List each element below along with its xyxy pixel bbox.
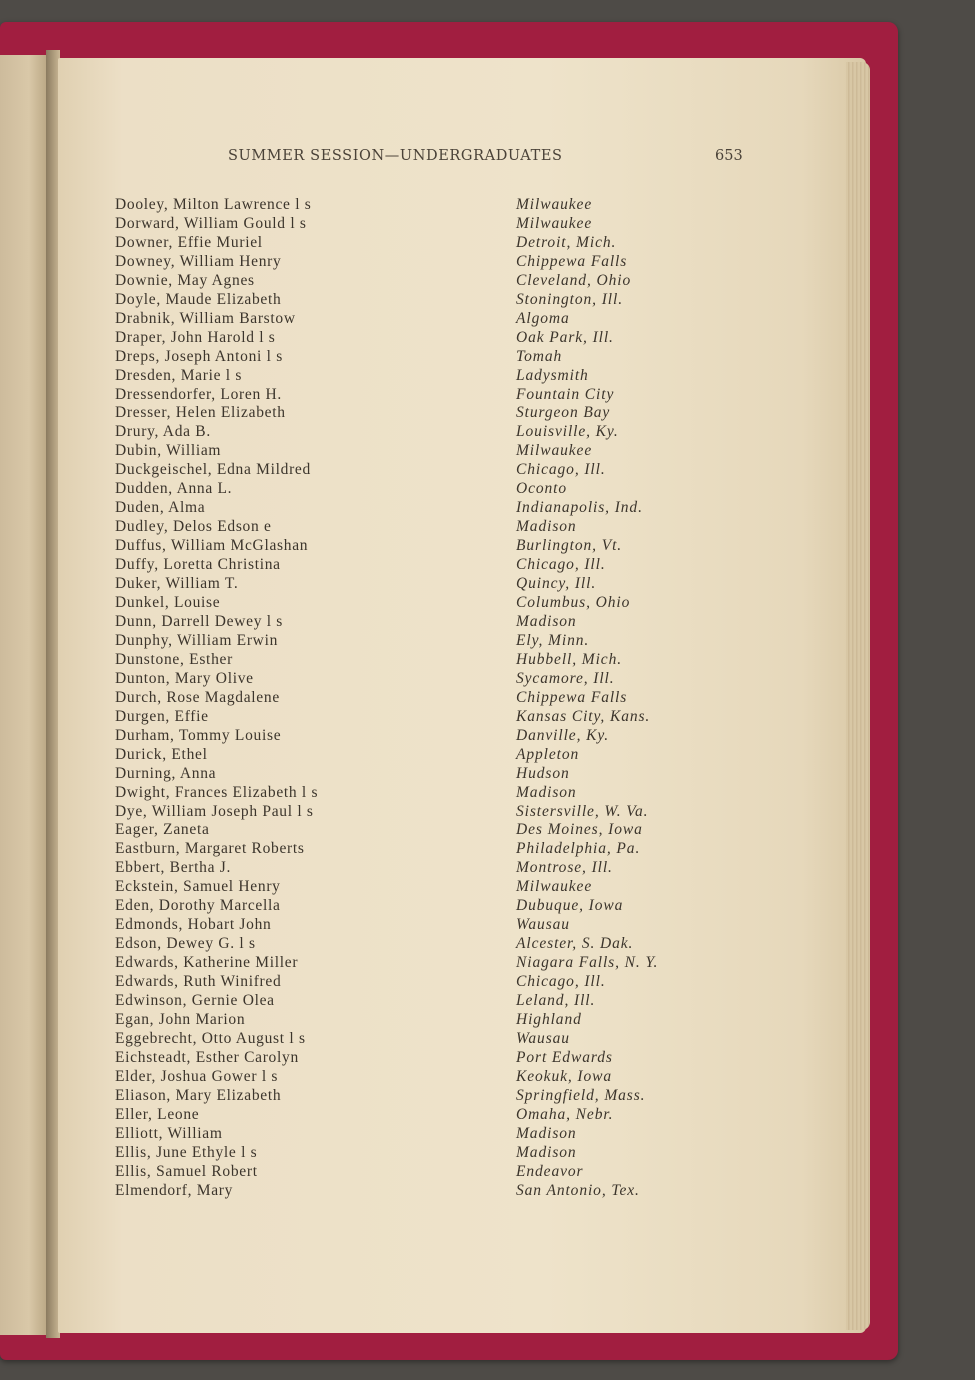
list-item <box>0 480 975 499</box>
list-item <box>0 973 975 992</box>
student-name: Dunn, Darrell Dewey l s <box>115 612 284 630</box>
student-hometown: Springfield, Mass. <box>516 1086 646 1104</box>
list-item <box>0 386 975 405</box>
student-name: Elliott, William <box>115 1124 223 1142</box>
list-item <box>0 878 975 897</box>
student-name: Dunkel, Louise <box>115 594 221 612</box>
list-item <box>0 310 975 329</box>
student-name: Downer, Effie Muriel <box>115 233 263 251</box>
student-name: Edson, Dewey G. l s <box>115 935 256 953</box>
list-item <box>0 746 975 765</box>
student-name: Eastburn, Margaret Roberts <box>115 840 305 858</box>
student-hometown: Chippewa Falls <box>516 688 628 706</box>
student-name: Ebbert, Bertha J. <box>115 859 232 877</box>
student-hometown: Danville, Ky. <box>516 726 610 744</box>
student-list <box>0 196 975 1201</box>
student-hometown: Fountain City <box>516 385 615 403</box>
list-item <box>0 651 975 670</box>
list-item <box>0 348 975 367</box>
student-name: Edwards, Katherine Miller <box>115 954 299 972</box>
student-hometown: Hubbell, Mich. <box>516 650 623 668</box>
student-name: Eckstein, Samuel Henry <box>115 878 281 896</box>
student-name: Eggebrecht, Otto August l s <box>115 1029 306 1047</box>
student-hometown: Ladysmith <box>516 366 589 384</box>
list-item <box>0 423 975 442</box>
student-hometown: Leland, Ill. <box>516 992 596 1010</box>
student-hometown: Madison <box>516 1143 577 1161</box>
list-item <box>0 1144 975 1163</box>
student-name: Dooley, Milton Lawrence l s <box>115 196 312 213</box>
student-hometown: Wausau <box>516 1029 570 1047</box>
student-name: Drury, Ada B. <box>115 423 211 441</box>
student-name: Dudden, Anna L. <box>115 480 233 498</box>
student-hometown: Madison <box>516 1124 577 1142</box>
student-hometown: Sturgeon Bay <box>516 404 611 422</box>
list-item <box>0 708 975 727</box>
student-name: Eager, Zaneta <box>115 821 210 839</box>
student-name: Dye, William Joseph Paul l s <box>115 802 314 820</box>
student-name: Draper, John Harold l s <box>115 328 276 346</box>
student-name: Doyle, Maude Elizabeth <box>115 290 282 308</box>
student-hometown: Stonington, Ill. <box>516 290 623 308</box>
student-name: Dudley, Delos Edson e <box>115 518 272 536</box>
student-hometown: Endeavor <box>516 1162 584 1180</box>
student-name: Edmonds, Hobart John <box>115 916 272 934</box>
student-hometown: Columbus, Ohio <box>516 594 631 612</box>
student-hometown: Alcester, S. Dak. <box>516 935 634 953</box>
student-hometown: Port Edwards <box>516 1048 613 1066</box>
page-title: SUMMER SESSION—UNDERGRADUATES <box>228 148 563 164</box>
student-name: Ellis, June Ethyle l s <box>115 1143 258 1161</box>
list-item <box>0 461 975 480</box>
student-name: Drabnik, William Barstow <box>115 309 296 327</box>
student-hometown: Ely, Minn. <box>516 631 590 649</box>
student-hometown: Chicago, Ill. <box>516 973 606 991</box>
student-name: Duden, Alma <box>115 499 206 517</box>
student-hometown: Madison <box>516 518 577 536</box>
student-name: Elder, Joshua Gower l s <box>115 1067 279 1085</box>
list-item <box>0 935 975 954</box>
student-name: Durgen, Effie <box>115 707 209 725</box>
student-name: Egan, John Marion <box>115 1010 246 1028</box>
list-item <box>0 1125 975 1144</box>
student-name: Duffy, Loretta Christina <box>115 556 281 574</box>
list-item <box>0 954 975 973</box>
student-hometown: Omaha, Nebr. <box>516 1105 614 1123</box>
student-name: Duckgeischel, Edna Mildred <box>115 461 311 479</box>
student-hometown: Sistersville, W. Va. <box>516 802 649 820</box>
list-item <box>0 916 975 935</box>
list-item <box>0 575 975 594</box>
student-hometown: Dubuque, Iowa <box>516 897 624 915</box>
list-item <box>0 727 975 746</box>
student-name: Downey, William Henry <box>115 252 282 270</box>
student-hometown: Montrose, Ill. <box>516 859 613 877</box>
student-name: Dwight, Frances Elizabeth l s <box>115 783 319 801</box>
student-hometown: Milwaukee <box>516 196 593 213</box>
student-hometown: Indianapolis, Ind. <box>516 499 643 517</box>
list-item <box>0 1030 975 1049</box>
student-hometown: San Antonio, Tex. <box>516 1181 640 1199</box>
student-hometown: Algoma <box>516 309 570 327</box>
list-item <box>0 442 975 461</box>
student-name: Elmendorf, Mary <box>115 1181 234 1199</box>
student-name: Eller, Leone <box>115 1105 200 1123</box>
student-hometown: Louisville, Ky. <box>516 423 619 441</box>
student-hometown: Hudson <box>516 764 570 782</box>
student-name: Dresden, Marie l s <box>115 366 243 384</box>
student-hometown: Madison <box>516 612 577 630</box>
student-name: Duker, William T. <box>115 575 239 593</box>
list-item <box>0 594 975 613</box>
student-name: Dunstone, Esther <box>115 650 233 668</box>
student-hometown: Detroit, Mich. <box>516 233 617 251</box>
student-hometown: Milwaukee <box>516 214 593 232</box>
list-item <box>0 518 975 537</box>
list-item <box>0 499 975 518</box>
list-item <box>0 556 975 575</box>
list-item <box>0 329 975 348</box>
student-name: Durick, Ethel <box>115 745 208 763</box>
student-name: Dressendorfer, Loren H. <box>115 385 282 403</box>
list-item <box>0 897 975 916</box>
student-hometown: Niagara Falls, N. Y. <box>516 954 659 972</box>
page-number: 653 <box>715 148 743 164</box>
list-item <box>0 784 975 803</box>
student-hometown: Appleton <box>516 745 580 763</box>
student-name: Eichsteadt, Esther Carolyn <box>115 1048 299 1066</box>
student-name: Durham, Tommy Louise <box>115 726 282 744</box>
student-name: Durch, Rose Magdalene <box>115 688 280 706</box>
student-hometown: Philadelphia, Pa. <box>516 840 641 858</box>
student-hometown: Milwaukee <box>516 878 593 896</box>
list-item <box>0 537 975 556</box>
list-item <box>0 1011 975 1030</box>
student-name: Dubin, William <box>115 442 222 460</box>
list-item <box>0 196 975 215</box>
student-hometown: Oconto <box>516 480 568 498</box>
list-item <box>0 689 975 708</box>
student-name: Dreps, Joseph Antoni l s <box>115 347 283 365</box>
list-item <box>0 670 975 689</box>
student-hometown: Tomah <box>516 347 563 365</box>
list-item <box>0 367 975 386</box>
student-hometown: Des Moines, Iowa <box>516 821 643 839</box>
student-name: Ellis, Samuel Robert <box>115 1162 258 1180</box>
student-name: Eliason, Mary Elizabeth <box>115 1086 282 1104</box>
student-name: Edwards, Ruth Winifred <box>115 973 282 991</box>
student-name: Dorward, William Gould l s <box>115 214 307 232</box>
list-item <box>0 613 975 632</box>
list-item <box>0 272 975 291</box>
student-name: Downie, May Agnes <box>115 271 255 289</box>
list-item <box>0 1163 975 1182</box>
list-item <box>0 234 975 253</box>
student-name: Duffus, William McGlashan <box>115 537 309 555</box>
list-item <box>0 215 975 234</box>
student-hometown: Cleveland, Ohio <box>516 271 632 289</box>
list-item <box>0 1182 975 1201</box>
list-item <box>0 992 975 1011</box>
student-name: Durning, Anna <box>115 764 217 782</box>
list-item <box>0 632 975 651</box>
student-hometown: Chippewa Falls <box>516 252 628 270</box>
student-hometown: Kansas City, Kans. <box>516 707 651 725</box>
list-item <box>0 1106 975 1125</box>
list-item <box>0 1049 975 1068</box>
student-hometown: Milwaukee <box>516 442 593 460</box>
student-name: Dunphy, William Erwin <box>115 631 279 649</box>
list-item <box>0 765 975 784</box>
list-item <box>0 253 975 272</box>
student-hometown: Wausau <box>516 916 570 934</box>
student-hometown: Keokuk, Iowa <box>516 1067 613 1085</box>
list-item <box>0 1087 975 1106</box>
student-name: Edwinson, Gernie Olea <box>115 992 275 1010</box>
student-hometown: Sycamore, Ill. <box>516 669 615 687</box>
student-hometown: Burlington, Vt. <box>516 537 623 555</box>
student-hometown: Quincy, Ill. <box>516 575 597 593</box>
student-hometown: Chicago, Ill. <box>516 556 606 574</box>
student-hometown: Oak Park, Ill. <box>516 328 614 346</box>
list-item <box>0 859 975 878</box>
list-item <box>0 291 975 310</box>
student-name: Dunton, Mary Olive <box>115 669 254 687</box>
student-name: Eden, Dorothy Marcella <box>115 897 281 915</box>
list-item <box>0 840 975 859</box>
student-hometown: Highland <box>516 1010 582 1028</box>
running-header <box>0 148 975 168</box>
student-hometown: Chicago, Ill. <box>516 461 606 479</box>
student-name: Dresser, Helen Elizabeth <box>115 404 286 422</box>
list-item <box>0 404 975 423</box>
list-item <box>0 1068 975 1087</box>
list-item <box>0 821 975 840</box>
list-item <box>0 803 975 822</box>
student-hometown: Madison <box>516 783 577 801</box>
